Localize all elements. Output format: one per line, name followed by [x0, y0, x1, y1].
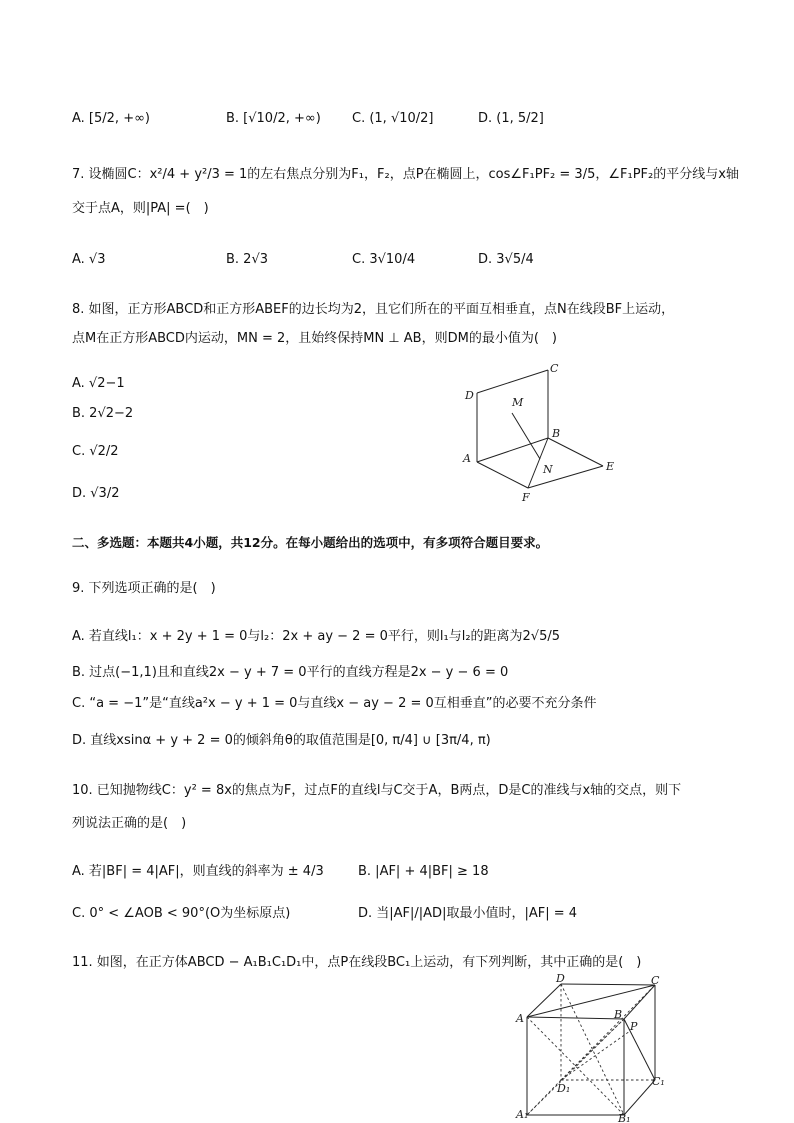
q8-label-b: B — [552, 427, 561, 440]
q11-edge-dc — [561, 984, 655, 985]
q11-label-a1: A₁ — [516, 1108, 529, 1121]
q8-option-d: D. √3/2 — [72, 486, 120, 501]
q7-stem-line2: 交于点A，则|PA| =( ) — [72, 201, 209, 216]
q8-label-e: E — [606, 460, 615, 473]
q9-option-b: B. 过点(−1,1)且和直线2x − y + 7 = 0平行的直线方程是2x − y − 6 = 0 — [72, 665, 509, 680]
q9-stem: 9. 下列选项正确的是( ) — [72, 581, 216, 596]
q8-label-c: C — [550, 362, 559, 375]
q11-diag-ac — [527, 985, 655, 1017]
q11-edge-ad — [527, 984, 561, 1017]
q6-option-c: C. (1, √10/2] — [352, 111, 434, 126]
q8-label-d: D — [465, 389, 474, 402]
q7-option-b: B. 2√3 — [226, 252, 269, 267]
q8-stem-line2: 点M在正方形ABCD内运动，MN = 2，且始终保持MN ⊥ AB，则DM的最小值为( ) — [72, 331, 557, 346]
q11-diag-bc1 — [624, 1019, 655, 1080]
q11-label-c: C — [651, 974, 660, 987]
q8-label-a: A — [463, 452, 471, 465]
q8-label-n: N — [543, 463, 553, 476]
q10-option-a: A. 若|BF| = 4|AF|，则直线的斜率为 ± 4/3 — [72, 864, 324, 879]
q9-option-c: C. “a = −1”是“直线a²x − y + 1 = 0与直线x − ay − 2 = 0互相垂直”的必要不充分条件 — [72, 696, 597, 711]
q8-option-c: C. √2/2 — [72, 444, 119, 459]
q11-segment-d1p — [561, 1031, 630, 1080]
q11-diag-db1 — [561, 984, 624, 1115]
q11-label-b: B — [614, 1008, 623, 1021]
q7-option-a: A. √3 — [72, 252, 106, 267]
q11-label-p: P — [630, 1020, 638, 1033]
section2-heading: 二、多选题：本题共4小题，共12分。在每小题给出的选项中，有多项符合题目要求。 — [72, 535, 549, 550]
q6-option-d: D. (1, 5/2] — [478, 111, 544, 126]
q8-option-a: A. √2−1 — [72, 376, 125, 391]
q11-label-c1: C₁ — [652, 1075, 665, 1088]
q7-option-d: D. 3√5/4 — [478, 252, 534, 267]
q10-option-d: D. 当|AF|/|AD|取最小值时，|AF| = 4 — [358, 906, 578, 921]
q10-stem-line1: 10. 已知抛物线C：y² = 8x的焦点为F，过点F的直线l与C交于A，B两点，D是C的准线与x轴的交点，则下 — [72, 783, 682, 798]
q7-option-c: C. 3√10/4 — [352, 252, 416, 267]
q11-label-a: A — [516, 1012, 524, 1025]
q11-diag-d1b — [561, 1019, 624, 1080]
q9-option-a: A. 若直线l₁：x + 2y + 1 = 0与l₂：2x + ay − 2 = 0平行，则l₁与l₂的距离为2√5/5 — [72, 629, 561, 644]
q6-option-a: A. [5/2, +∞) — [72, 111, 150, 126]
q11-stem: 11. 如图，在正方体ABCD − A₁B₁C₁D₁中，点P在线段BC₁上运动，有下列判断，其中正确的是( ) — [72, 955, 642, 970]
q6-option-b: B. [√10/2, +∞) — [226, 111, 321, 126]
q8-label-f: F — [522, 491, 530, 504]
q11-edge-b1c1 — [624, 1080, 655, 1115]
q11-label-d: D — [556, 972, 565, 985]
q8-stem-line1: 8. 如图，正方形ABCD和正方形ABEF的边长均为2，且它们所在的平面互相垂直，点N在线段BF上运动， — [72, 302, 675, 317]
q10-option-b: B. |AF| + 4|BF| ≥ 18 — [358, 864, 489, 879]
q7-stem-line1: 7. 设椭圆C：x²/4 + y²/3 = 1的左右焦点分别为F₁，F₂，点P在椭圆上，cos∠F₁PF₂ = 3/5，∠F₁PF₂的平分线与x轴 — [72, 167, 739, 182]
q10-option-c: C. 0° < ∠AOB < 90°(O为坐标原点) — [72, 906, 291, 921]
q11-edge-ab — [527, 1017, 624, 1019]
q8-option-b: B. 2√2−2 — [72, 406, 134, 421]
q8-label-m: M — [512, 396, 524, 409]
q11-diag-d1c — [561, 985, 655, 1080]
q11-label-d1: D₁ — [557, 1082, 571, 1095]
q10-stem-line2: 列说法正确的是( ) — [72, 816, 187, 831]
q11-label-b1: B₁ — [618, 1112, 631, 1123]
q9-option-d: D. 直线xsinα + y + 2 = 0的倾斜角θ的取值范围是[0, π/4] ∪ [3π/4, π) — [72, 733, 491, 748]
